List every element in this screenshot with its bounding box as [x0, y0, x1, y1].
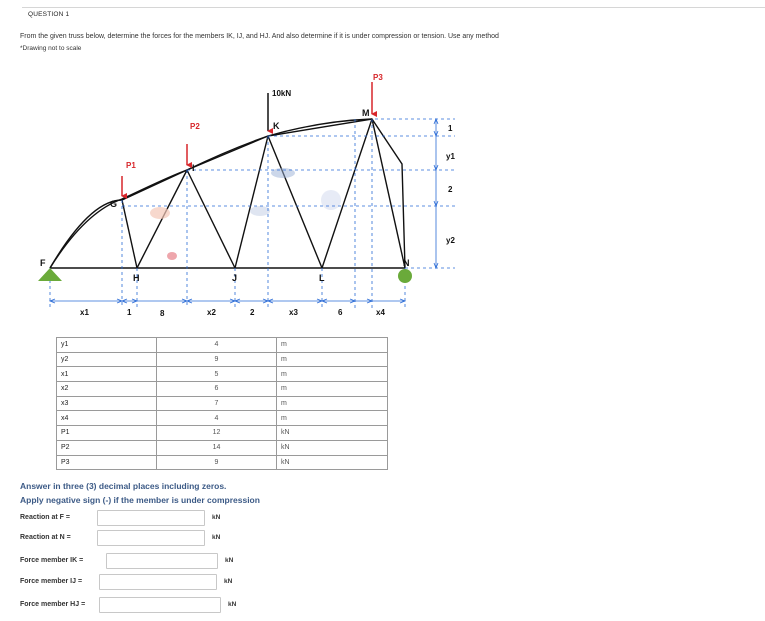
given-value: 4	[157, 338, 277, 353]
given-value: 14	[157, 440, 277, 455]
smudge	[271, 168, 295, 178]
given-name: x2	[57, 382, 157, 397]
question-title: QUESTION 1	[28, 11, 70, 18]
given-unit: m	[277, 396, 388, 411]
dim-label-y2: y2	[446, 236, 455, 245]
question-note: *Drawing not to scale	[20, 45, 82, 52]
node-label-j: J	[232, 273, 238, 283]
force-hj-unit: kN	[228, 601, 237, 608]
given-value: 9	[157, 352, 277, 367]
dim-label-2-bottom: 2	[250, 308, 255, 317]
load-label-10kn: 10kN	[272, 89, 292, 98]
given-row-p2	[57, 440, 388, 455]
instruction-decimals: Answer in three (3) decimal places including zeros.	[20, 481, 227, 491]
smudge	[167, 252, 177, 260]
load-label-p3: P3	[373, 73, 383, 82]
pin-support-f	[38, 268, 62, 281]
force-hj-input[interactable]	[99, 597, 221, 613]
dim-label-x1: x1	[80, 308, 89, 317]
reaction-n-input[interactable]	[97, 530, 205, 546]
reaction-n-label: Reaction at N =	[20, 534, 71, 541]
load-label-p2: P2	[190, 122, 200, 131]
dim-label-x4: x4	[376, 308, 385, 317]
force-hj-label: Force member HJ =	[20, 601, 86, 608]
given-unit: kN	[277, 440, 388, 455]
reaction-f-unit: kN	[212, 514, 221, 521]
node-label-m: M	[362, 108, 370, 118]
given-values-table	[56, 337, 388, 470]
dim-label-1-bottom: 1	[127, 308, 132, 317]
given-row-x4	[57, 411, 388, 426]
reaction-n-unit: kN	[212, 534, 221, 541]
node-label-g: G	[110, 199, 118, 209]
given-value: 9	[157, 455, 277, 470]
instruction-sign: Apply negative sign (-) if the member is under compression	[20, 495, 260, 505]
dim-label-x2: x2	[207, 308, 216, 317]
load-label-p1: P1	[126, 161, 136, 170]
given-unit: m	[277, 352, 388, 367]
given-name: P2	[57, 440, 157, 455]
given-name: x1	[57, 367, 157, 382]
node-label-f: F	[40, 258, 46, 268]
given-name: P3	[57, 455, 157, 470]
force-ik-unit: kN	[225, 557, 234, 564]
given-name: y2	[57, 352, 157, 367]
dim-label-2: 2	[448, 185, 453, 194]
force-ij-unit: kN	[224, 578, 233, 585]
given-value: 5	[157, 367, 277, 382]
node-label-h: H	[133, 273, 140, 283]
given-name: y1	[57, 338, 157, 353]
dim-label-6: 6	[338, 308, 343, 317]
given-name: x3	[57, 396, 157, 411]
force-ij-label: Force member IJ =	[20, 578, 83, 585]
top-chord	[50, 119, 405, 268]
smudge	[150, 207, 170, 219]
smudge	[250, 206, 270, 216]
given-row-y2	[57, 352, 388, 367]
web-members	[122, 119, 405, 268]
given-value: 6	[157, 382, 277, 397]
given-row-p3	[57, 455, 388, 470]
given-unit: m	[277, 338, 388, 353]
given-row-x3	[57, 396, 388, 411]
given-row-p1	[57, 426, 388, 441]
given-value: 4	[157, 411, 277, 426]
given-row-y1	[57, 338, 388, 353]
force-ik-label: Force member IK =	[20, 557, 84, 564]
node-label-k: K	[273, 121, 280, 131]
given-unit: kN	[277, 455, 388, 470]
dim-label-x3: x3	[289, 308, 298, 317]
given-name: x4	[57, 411, 157, 426]
given-unit: m	[277, 382, 388, 397]
given-unit: m	[277, 367, 388, 382]
reaction-f-label: Reaction at F =	[20, 514, 70, 521]
given-row-x2	[57, 382, 388, 397]
force-ij-input[interactable]	[99, 574, 217, 590]
given-value: 12	[157, 426, 277, 441]
right-dimension	[434, 119, 438, 268]
given-unit: kN	[277, 426, 388, 441]
roller-support-n	[398, 269, 412, 283]
load-arrows	[122, 82, 372, 196]
dim-label-1: 1	[448, 124, 453, 133]
force-ik-input[interactable]	[106, 553, 218, 569]
given-unit: m	[277, 411, 388, 426]
reaction-f-input[interactable]	[97, 510, 205, 526]
node-label-l: L	[319, 273, 325, 283]
bottom-dimension	[50, 299, 405, 303]
node-label-i: I	[192, 163, 195, 173]
given-row-x1	[57, 367, 388, 382]
given-value: 7	[157, 396, 277, 411]
dim-label-8: 8	[160, 309, 165, 318]
node-label-n: N	[403, 258, 410, 268]
given-name: P1	[57, 426, 157, 441]
dim-label-y1: y1	[446, 152, 455, 161]
smudge	[321, 190, 341, 210]
question-text: From the given truss below, determine the forces for the members IK, IJ, and HJ. And also determine if it is under compression or tension. Use any method	[20, 33, 499, 40]
